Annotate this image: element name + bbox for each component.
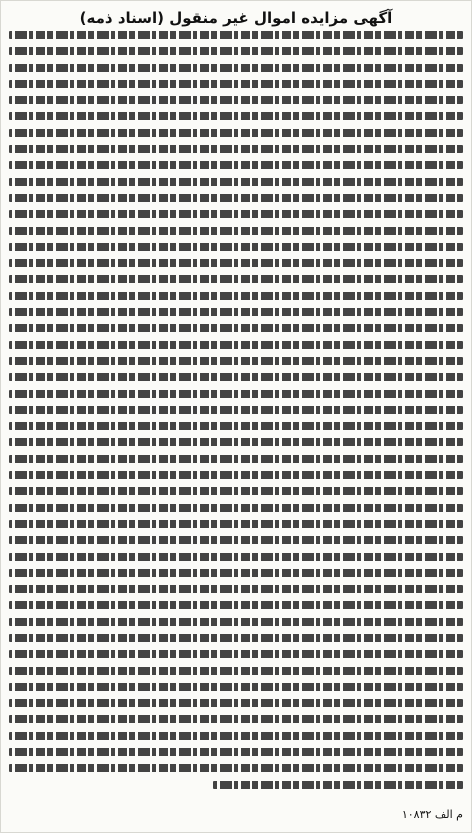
notice-body: [9, 31, 463, 802]
notice-issuance-number: م الف ۱۰۸۳۲: [401, 808, 463, 821]
notice-title: آگهی مزایده اموال غیر منقول (اسناد ذمه): [79, 9, 393, 27]
